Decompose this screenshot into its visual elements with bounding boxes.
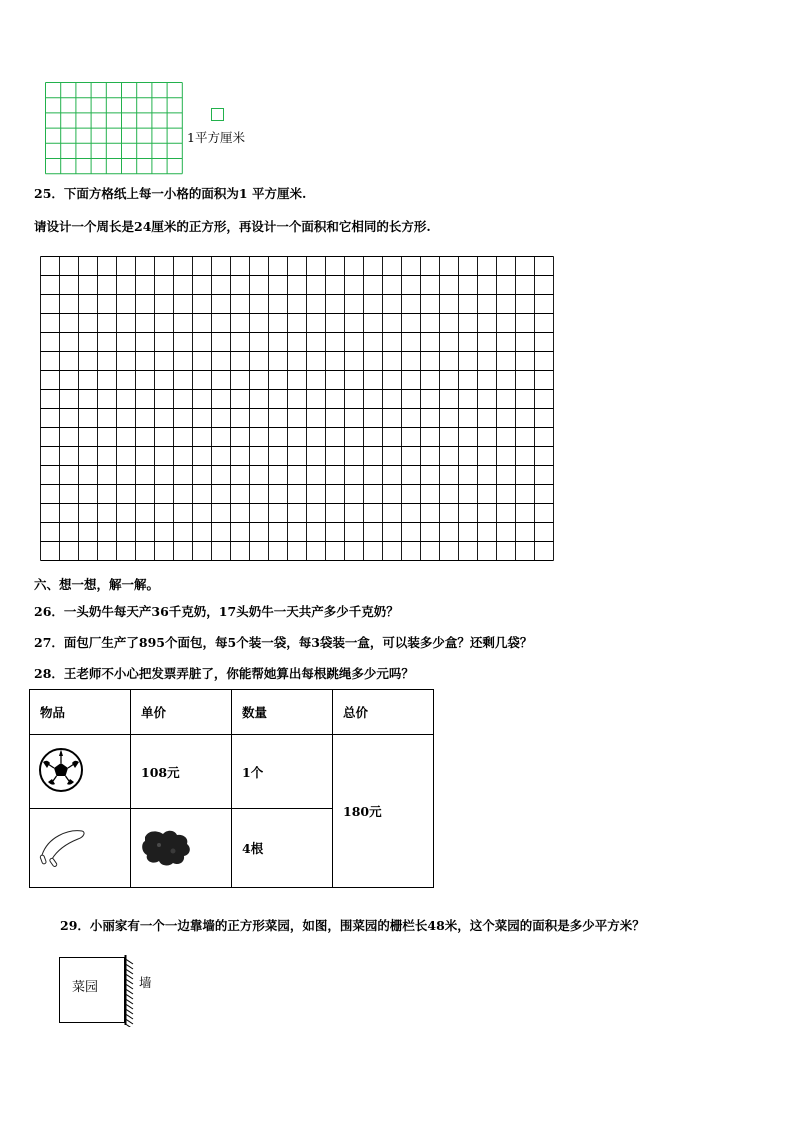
- q29-number: 29．: [60, 918, 90, 933]
- hatch-line: [126, 1009, 134, 1014]
- soccer-ball-icon: [38, 747, 84, 793]
- hatch-line: [126, 979, 134, 984]
- section6-heading: 六、想一想，解一解。: [34, 577, 160, 592]
- q25-number: 25．: [34, 186, 64, 201]
- item-cell-ball: [30, 735, 131, 809]
- q27-number: 27．: [34, 635, 64, 650]
- quantity-cell-rope: 4根: [232, 809, 333, 888]
- invoice-table: [29, 689, 434, 888]
- item-cell-rope: [30, 809, 131, 888]
- hatch-line: [126, 1019, 134, 1024]
- jump-rope-icon: [38, 825, 88, 869]
- q26-text: 一头奶牛每天产36千克奶，17头奶牛一天共产多少千克奶？: [63, 604, 399, 619]
- q27-text: 面包厂生产了895个面包，每5个装一袋，每3袋装一盒，可以装多少盒？还剩几袋？: [63, 635, 533, 650]
- hatch-line: [126, 1014, 134, 1019]
- q25-text-1: 下面方格纸上每一小格的面积为1 平方厘米.: [63, 186, 307, 201]
- q26-number: 26．: [34, 604, 64, 619]
- hatch-line: [126, 974, 134, 979]
- hatch-line: [126, 1024, 134, 1027]
- price-cell-ball: 108元: [131, 735, 232, 809]
- wall-hatching: [124, 955, 136, 1027]
- garden-square: [59, 957, 125, 1023]
- hatch-line: [126, 984, 134, 989]
- header-unit-price: 单价: [131, 690, 232, 735]
- header-total: 总价: [333, 690, 434, 735]
- garden-label: 菜园: [72, 980, 99, 995]
- unit-square: [211, 108, 224, 121]
- q28-line: [34, 666, 414, 682]
- q27-line: [34, 635, 532, 651]
- green-square-grid: [45, 82, 184, 175]
- hatch-line: [126, 959, 134, 964]
- header-quantity: 数量: [232, 690, 333, 735]
- q29-line: [60, 918, 645, 934]
- table-header-row: [30, 690, 434, 735]
- hatch-line: [126, 989, 134, 994]
- hatch-line: [126, 994, 134, 999]
- wall-label: 墙: [139, 975, 152, 990]
- q25-line2: 请设计一个周长是24厘米的正方形，再设计一个面积和它相同的长方形.: [34, 219, 431, 234]
- drawing-grid[interactable]: [40, 256, 555, 561]
- q28-number: 28．: [34, 666, 64, 681]
- hatch-line: [126, 969, 134, 974]
- total-cell: 180元: [333, 735, 434, 888]
- unit-square-label: 1平方厘米: [187, 130, 245, 145]
- hatch-line: [126, 1004, 134, 1009]
- quantity-cell-ball: 1个: [232, 735, 333, 809]
- header-item: 物品: [30, 690, 131, 735]
- q29-text: 小丽家有一个一边靠墙的正方形菜园，如图，围菜园的栅栏长48米，这个菜园的面积是多少平方米？: [89, 918, 645, 933]
- q25-line1: [34, 186, 306, 202]
- hatch-line: [126, 999, 134, 1004]
- hatch-line: [126, 964, 134, 969]
- q26-line: [34, 604, 399, 620]
- ink-stain-icon: [139, 825, 195, 869]
- table-row: [30, 735, 434, 809]
- price-cell-rope: [131, 809, 232, 888]
- q28-text: 王老师不小心把发票弄脏了，你能帮她算出每根跳绳多少元吗？: [63, 666, 414, 681]
